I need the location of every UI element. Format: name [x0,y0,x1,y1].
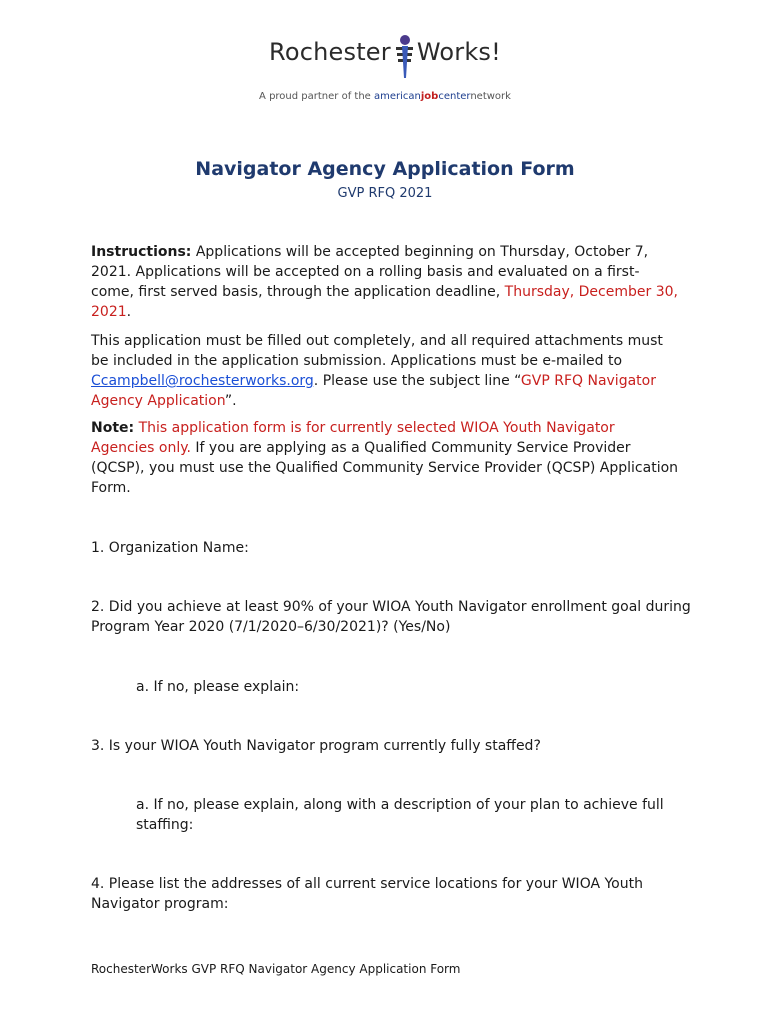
note-text: If you are applying as a Qualified Community Service Provider (QCSP), you must use the Qualified Community Service Provider (QCSP) Application Form. [91,440,679,496]
question-3a: a. If no, please explain, along with a description of your plan to achieve full staffing: [136,797,664,833]
tagline-suffix: network [470,91,511,102]
question-1: 1. Organization Name: [91,540,249,556]
logo-wordmark [0,34,770,78]
instructions-end: . [126,304,132,320]
submission-text-2: . Please use the subject line “ [313,373,521,389]
deadline-date: Thursday, December 30, 2021 [91,284,678,320]
page-title: Navigator Agency Application Form [195,158,575,180]
logo [0,18,770,108]
question-3: 3. Is your WIOA Youth Navigator program currently fully staffed? [91,738,541,754]
tagline-prefix: A proud partner of the [259,91,374,102]
instructions-text: Applications will be accepted beginning on Thursday, October 7, 2021. Applications will be accepted on a rolling basis and evaluated on a first-come, first served basis, through the application deadline, [91,244,649,300]
instructions-paragraph [91,242,681,322]
email-link[interactable]: Ccampbell@rochesterworks.org [91,373,314,389]
submission-text-1: This application must be filled out completely, and all required attachments must be included in the application submission. Applications must be e-mailed to [91,333,663,369]
tagline-ajc-job: job [420,91,439,102]
note-label: Note: [91,420,135,436]
logo-tagline [0,91,770,102]
subject-line: GVP RFQ Navigator Agency Application [91,373,656,409]
instructions-label: Instructions: [91,244,192,260]
logo-name-right: Works! [416,38,501,66]
note-highlight: This application form is for currently selected WIOA Youth Navigator Agencies only. [91,420,615,456]
logo-name-left: Rochester [269,38,391,66]
page-subtitle: GVP RFQ 2021 [337,186,433,201]
tagline-ajc-american: american [373,91,421,102]
page-footer: RochesterWorks GVP RFQ Navigator Agency Application Form [91,962,461,976]
submission-text-3: ”. [224,393,237,409]
question-2: 2. Did you achieve at least 90% of your WIOA Youth Navigator enrollment goal during Program Year 2020 (7/1/2020–6/30/2021)? (Yes/No) [91,599,691,635]
tagline-ajc-center: center [438,91,471,102]
pen-nib-icon [393,34,415,78]
question-4: 4. Please list the addresses of all current service locations for your WIOA Youth Navigator program: [91,876,643,912]
note-paragraph [91,418,681,498]
submission-paragraph [91,331,681,411]
question-2a: a. If no, please explain: [136,679,300,695]
